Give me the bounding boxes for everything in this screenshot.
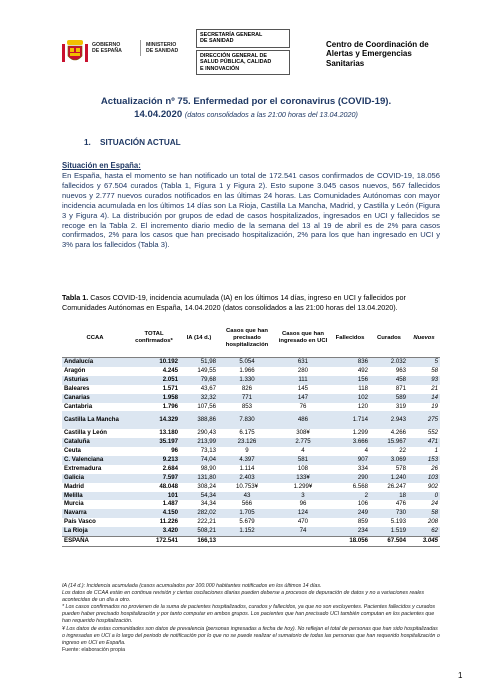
table-cell: 902 (427, 482, 438, 490)
table-cell: 2.032 (370, 358, 408, 367)
table-cell: 308,24 (197, 482, 216, 490)
table-cell: 871 (395, 384, 406, 392)
table-cell: 4.150 (128, 509, 180, 518)
table-cell: 963 (395, 366, 406, 374)
table-cell: 18 (370, 492, 408, 501)
table-cell: 853 (241, 402, 253, 410)
table-cell: 156 (330, 376, 370, 385)
directorate-box: DIRECCIÓN GENERAL DE SALUD PÚBLICA, CALIDAD E INNOVACIÓN (196, 50, 290, 75)
table-cell: 147 (276, 394, 330, 403)
table-cell: 106 (357, 500, 368, 508)
table-cell: 74,04 (180, 456, 218, 465)
total-cell: 166,13 (180, 537, 218, 547)
table-cell: 631 (276, 358, 330, 367)
table-notes (62, 583, 440, 654)
table-cell: 26 (431, 464, 438, 472)
table-cell: 589 (370, 394, 408, 403)
section-number: 1. (84, 138, 91, 147)
table-cell: 1.487 (162, 500, 178, 508)
table-cell: 93 (408, 376, 440, 385)
table-cell: 213,99 (180, 438, 218, 447)
table-cell: 552 (427, 429, 438, 437)
table-cell: 290,43 (197, 429, 216, 437)
table-cell: 32,32 (180, 394, 218, 403)
note-line: Los datos de CCAA están en continua revisión y ciertas oscilaciones diarias pueden deberse a procesos de depuración de datos y no a variaciones reales acontecidas de un día a otro. (62, 590, 424, 604)
total-cell (218, 537, 276, 547)
region-cell: Murcia (64, 500, 84, 508)
table-row (62, 447, 440, 456)
table-cell: 319 (395, 402, 406, 410)
table-cell: 9.213 (128, 456, 180, 465)
table-cell: 74 (276, 527, 330, 536)
region-cell: Castilla y León (64, 429, 108, 437)
table-cell: 771 (218, 394, 276, 403)
table-row (62, 358, 440, 367)
table-cell: 907 (330, 456, 370, 465)
table-cell: 492 (357, 366, 368, 374)
table-cell: 15.967 (370, 438, 408, 447)
table-cell: 249 (330, 509, 370, 518)
table-cell: 826 (241, 384, 253, 392)
table-row (62, 411, 440, 429)
table-cell: 62 (408, 527, 440, 536)
note-line: ¥ Los datos de estas comunidades son datos de prevalencia (personas ingresadas a fecha de hoy). No reflejan el total de personas que han sido hospitalizadas o ingresadas en UCI a lo largo del periodo de notificación por lo que no se puede realizar el sumatorio de todas las personas que han requerido hospitalización o ingreso en UCI en España. (62, 625, 440, 646)
table-cell: 76 (299, 402, 307, 410)
table-row (62, 492, 440, 501)
table-cell: 10.753¥ (235, 482, 259, 490)
table-cell: 2.051 (128, 376, 180, 385)
region-cell: Melilla (62, 492, 128, 501)
table-row (62, 509, 440, 518)
report-date: 14.04.2020 (134, 109, 183, 120)
table-cell: 1.330 (218, 376, 276, 385)
table-cell: 581 (276, 456, 330, 465)
table-cell: 2.943 (370, 411, 408, 429)
table-header-row (62, 319, 440, 358)
table-cell: 458 (370, 376, 408, 385)
table-row (62, 465, 440, 474)
table-cell: 1.571 (162, 384, 178, 392)
note-line: IA (14 d.): Incidencia acumulada (casos acumulados por 100.000 habitantes notificados en los últimos 14 días. (62, 583, 322, 589)
table-cell: 3.420 (128, 527, 180, 536)
table-row (62, 483, 440, 492)
table-cell: 131,80 (180, 474, 218, 483)
document-date (0, 109, 492, 120)
table-cell: 120 (357, 402, 368, 410)
table-cell: 4 (364, 447, 368, 455)
table-cell: 334 (357, 464, 368, 472)
coordination-center-title: Centro de Coordinación de Alertas y Emergencias Sanitarias (326, 40, 429, 68)
table-cell: 3.069 (370, 456, 408, 465)
table-cell: 1.958 (128, 394, 180, 403)
table-cell: 6.175 (239, 429, 255, 437)
table-cell: 107,56 (197, 402, 216, 410)
coat-of-arms-icon (62, 38, 88, 66)
table-cell: 1 (434, 447, 438, 455)
column-header: TOTAL confirmados* (128, 319, 180, 358)
table-cell: 234 (330, 527, 370, 536)
region-cell: Canarias (62, 394, 128, 403)
region-cell: Castilla La Mancha (62, 411, 128, 429)
table-caption (62, 293, 440, 312)
table-cell: 476 (395, 500, 406, 508)
logo-divider (140, 40, 141, 56)
table-cell: 4.245 (162, 366, 178, 374)
table-cell: 2 (330, 492, 370, 501)
table-cell: 24 (431, 500, 438, 508)
table-cell: 1.240 (370, 474, 408, 483)
table-cell: 566 (241, 500, 253, 508)
region-cell: La Rioja (62, 527, 128, 536)
region-cell: Baleares (64, 384, 90, 392)
table-cell: 96 (299, 500, 307, 508)
table-cell: 145 (297, 384, 309, 392)
table-row (62, 438, 440, 447)
situation-paragraph: En España, hasta el momento se han notificado un total de 172.541 casos confirmados de COVID-19, 18.056 fallecidos y 67.504 curados (Tabla 1, Figura 1 y Figura 2). Esto supone 3.045 casos nuevos, 567 fallecidos nuevos y 2.777 nuevos curados notificados en las últimas 24 horas. Las Comunidades Autónomas con mayor incidencia acumulada en los últimos 14 días son La Rioja, Castilla La Mancha, Madrid, y Castilla y León (Figura 3 y Figura 4). La distribución por grupos de edad de casos hospitalizados, ingresados en UCI y fallecidos se recoge en la Tabla 2. El incremento diario medio de la semana del 13 al 19 de abril es de 2% para casos confirmados, 2% para los casos que han precisado hospitalización, 2% para los que han ingresado en UCI y 3% para los fallecidos (Tabla 3). (62, 171, 440, 250)
table-cell: 23.126 (218, 438, 276, 447)
table-cell: 280 (297, 366, 309, 374)
table-row (62, 456, 440, 465)
table-cell: 153 (408, 456, 440, 465)
region-cell: Cantabria (64, 402, 93, 410)
table-row (62, 527, 440, 536)
table-cell: 58 (431, 366, 438, 374)
table-cell: 1.519 (370, 527, 408, 536)
column-header: CCAA (62, 319, 128, 358)
table-cell: 48.048 (159, 482, 178, 490)
section-title: SITUACIÓN ACTUAL (100, 138, 181, 147)
table-row (62, 518, 440, 527)
table-cell: 0 (408, 492, 440, 501)
table-cell: 54,34 (180, 492, 218, 501)
table-cell: 486 (276, 411, 330, 429)
total-cell: 18.056 (330, 537, 370, 547)
column-header: IA (14 d.) (180, 319, 218, 358)
table-cell: 43 (218, 492, 276, 501)
table-cell: 471 (408, 438, 440, 447)
table-cell: 3 (276, 492, 330, 501)
table-row (62, 385, 440, 394)
column-header: Casos que han precisado hospitalización (218, 319, 276, 358)
table-cell: 7.830 (218, 411, 276, 429)
column-header: Nuevos (408, 319, 440, 358)
region-cell: País Vasco (64, 518, 96, 526)
table-cell: 282,02 (180, 509, 218, 518)
table-cell: 51,98 (180, 358, 218, 367)
region-cell: Aragón (64, 366, 86, 374)
column-header: Curados (370, 319, 408, 358)
table-row (62, 429, 440, 438)
column-header: Fallecidos (330, 319, 370, 358)
government-logo-text: GOBIERNO DE ESPAÑA (92, 42, 122, 55)
table-total-row (62, 537, 440, 547)
note-line: * Los casos confirmados no provienen de la suma de pacientes hospitalizados, curados y fallecidos, ya que no son excluyentes. Pacientes fallecidos y curados pueden haber precisado hospitalización y por tanto computar en ambos grupos. Los pacientes que han precisado UCI también computan en los pacientes que han requerido hospitalización. (62, 604, 436, 625)
table-cell: 43,67 (200, 384, 216, 392)
table-cell: 730 (370, 509, 408, 518)
table-cell: 1.705 (218, 509, 276, 518)
table-cell: 10.192 (128, 358, 180, 367)
table-row (62, 474, 440, 483)
page-number: 1 (458, 671, 463, 680)
table-cell: 1.796 (162, 402, 178, 410)
region-cell: Extremadura (64, 464, 102, 472)
table-cell: 3.666 (330, 438, 370, 447)
table-cell: 58 (408, 509, 440, 518)
table-caption-label: Tabla 1. (62, 293, 89, 302)
section-heading (84, 138, 181, 147)
table-cell: 508,21 (180, 527, 218, 536)
subsection-heading: Situación en España: (62, 161, 141, 170)
table-cell: 6.568 (352, 482, 368, 490)
table-cell: 14.329 (128, 411, 180, 429)
table-cell: 22 (399, 447, 406, 455)
table-cell: 101 (128, 492, 180, 501)
table-cell: 1.299 (352, 429, 368, 437)
table-cell: 1.114 (239, 464, 255, 472)
ministry-logo-text: MINISTERIO DE SANIDAD (146, 42, 179, 55)
secretariat-box: SECRETARÍA GENERAL DE SANIDAD (196, 29, 290, 48)
table-cell: 118 (358, 384, 368, 392)
table-cell: 79,68 (180, 376, 218, 385)
table-cell: 4.397 (218, 456, 276, 465)
table-cell: 19 (431, 402, 438, 410)
table-cell: 7.597 (128, 474, 180, 483)
table-cell: 1.299¥ (293, 482, 313, 490)
table-cell: 26.247 (387, 482, 406, 490)
table-row (62, 394, 440, 403)
table-cell: 5 (408, 358, 440, 367)
table-cell: 96 (171, 447, 178, 455)
table-cell: 5.054 (218, 358, 276, 367)
table-cell: 859 (357, 518, 368, 526)
source-line: Fuente: elaboración propia (62, 646, 126, 653)
table-cell: 1.966 (239, 366, 255, 374)
table-cell: 4.266 (390, 429, 406, 437)
table-cell: 102 (330, 394, 370, 403)
table-cell: 14 (408, 394, 440, 403)
table-cell: 1.714 (330, 411, 370, 429)
table-body (62, 358, 440, 547)
region-cell: Cataluña (62, 438, 128, 447)
region-cell: C. Valenciana (62, 456, 128, 465)
table-row (62, 367, 440, 376)
table-cell: 35.197 (128, 438, 180, 447)
table-cell: 98,90 (200, 464, 216, 472)
table-cell: 21 (431, 384, 438, 392)
table-caption-text: Casos COVID-19, incidencia acumulada (IA) en los últimos 14 días, ingreso en UCI y fallecidos por Comunidades Autónomas en España, 14.04.2020 (datos consolidados a las 21:00 horas del 13.04.2020). (62, 293, 406, 312)
table-cell: 208 (427, 518, 438, 526)
total-label: ESPAÑA (62, 537, 128, 547)
region-cell: Asturias (62, 376, 128, 385)
region-cell: Andalucía (62, 358, 128, 367)
table-cell: 388,86 (180, 411, 218, 429)
total-cell: 172.541 (128, 537, 180, 547)
table-cell: 2.403 (218, 474, 276, 483)
table-cell: 13.180 (159, 429, 178, 437)
table-cell: 9 (245, 447, 249, 455)
table-cell: 470 (297, 518, 309, 526)
table-cell: 836 (330, 358, 370, 367)
date-note: (datos consolidados a las 21:00 horas del 13.04.2020) (184, 110, 358, 119)
region-cell: Ceuta (64, 447, 81, 455)
table-cell: 2.684 (162, 464, 178, 472)
table-cell: 5.193 (390, 518, 406, 526)
region-cell: Madrid (64, 482, 84, 490)
table-cell: 275 (408, 411, 440, 429)
table-cell: 73,13 (200, 447, 216, 455)
document-title: Actualización nº 75. Enfermedad por el coronavirus (COVID-19). (100, 96, 392, 107)
table-row (62, 376, 440, 385)
table-row (62, 500, 440, 509)
table-cell: 111 (276, 376, 330, 385)
total-cell (276, 537, 330, 547)
table-cell: 108 (297, 464, 309, 472)
table-cell: 5.679 (239, 518, 255, 526)
table-cell: 578 (395, 464, 406, 472)
table-cell: 308¥ (296, 429, 310, 437)
region-cell: Navarra (62, 509, 128, 518)
table-cell: 222,21 (197, 518, 216, 526)
table-cell: 2.775 (276, 438, 330, 447)
covid-cases-table (62, 319, 440, 547)
table-cell: 11.226 (159, 518, 178, 526)
table-cell: 133¥ (276, 474, 330, 483)
table-cell: 34,34 (200, 500, 216, 508)
total-cell: 67.504 (370, 537, 408, 547)
table-row (62, 403, 440, 412)
table-cell: 124 (276, 509, 330, 518)
total-cell: 3.045 (408, 537, 440, 547)
table-cell: 103 (408, 474, 440, 483)
table-cell: 4 (301, 447, 305, 455)
column-header: Casos que han ingresado en UCI (276, 319, 330, 358)
document-header (0, 0, 492, 92)
table-cell: 290 (330, 474, 370, 483)
table-cell: 149,55 (197, 366, 216, 374)
region-cell: Galicia (62, 474, 128, 483)
table-cell: 1.152 (218, 527, 276, 536)
